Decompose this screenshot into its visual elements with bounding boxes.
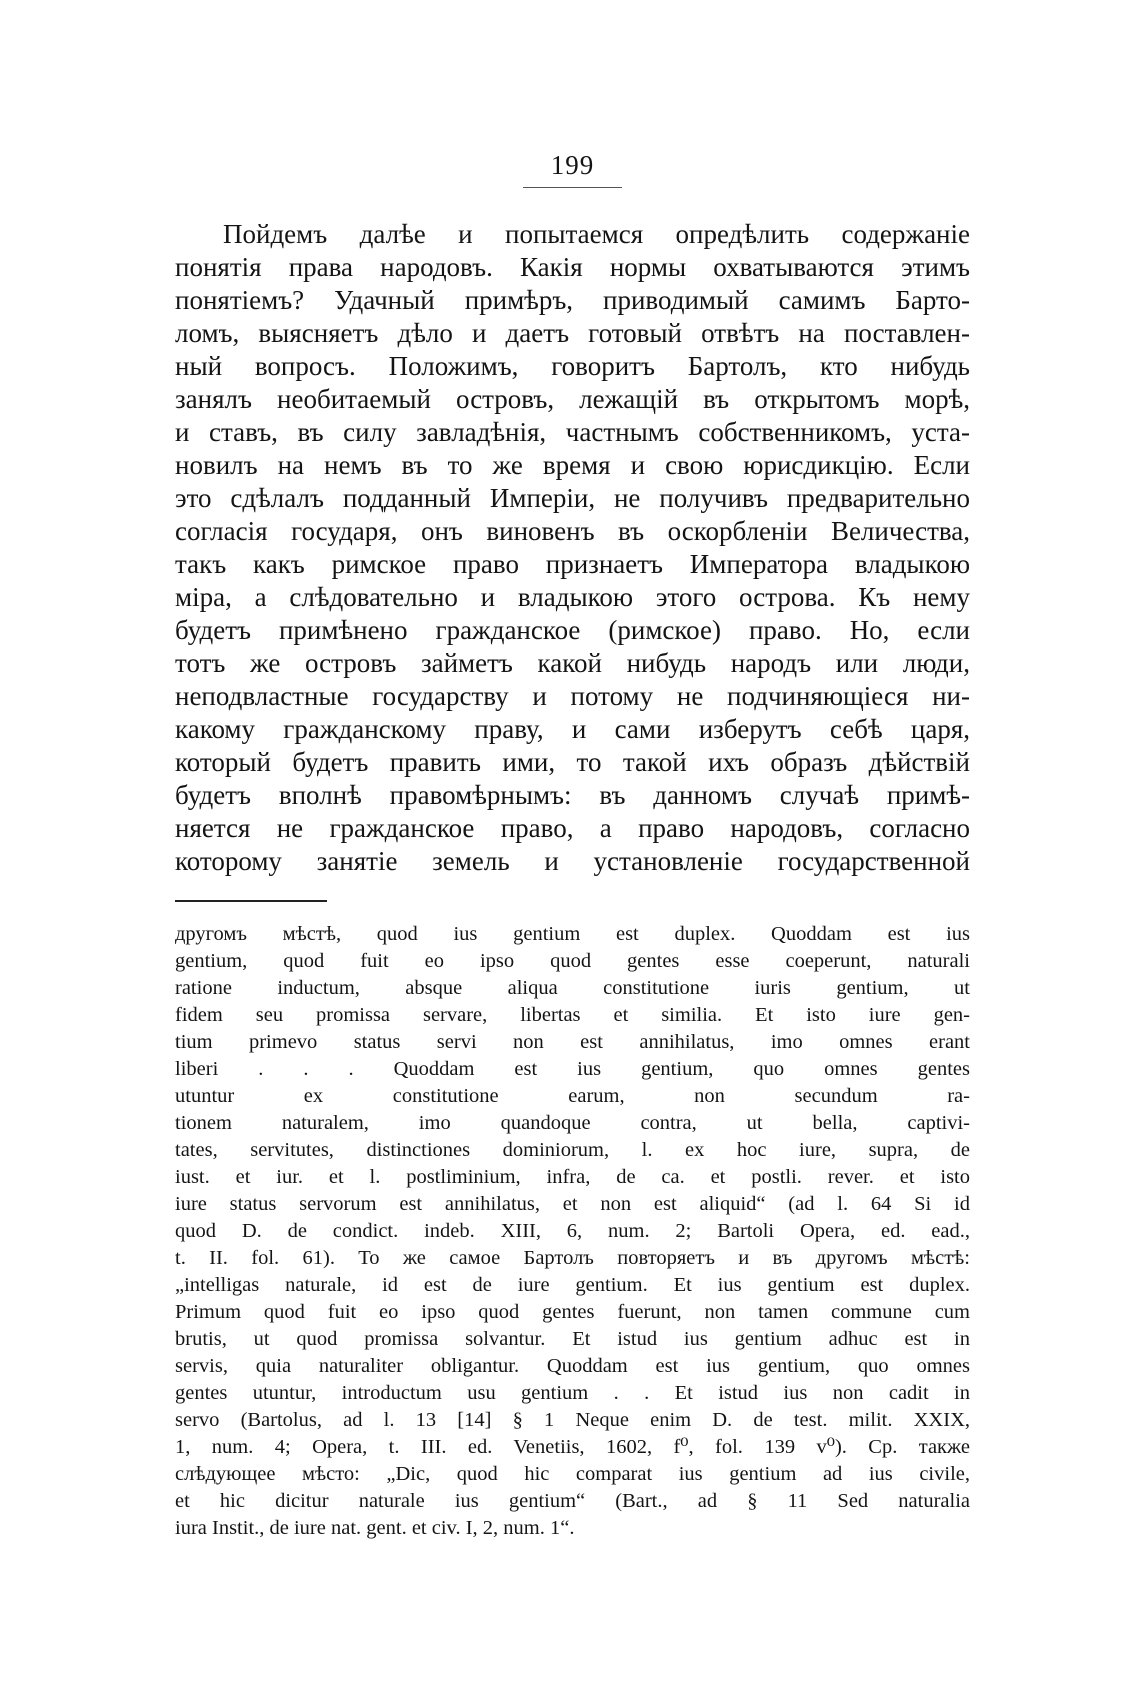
footnote-line: servis, quia naturaliter obligantur. Quoddam est ius gentium, quo omnes xyxy=(175,1355,970,1377)
main-text-line: какому гражданскому праву, и сами изберутъ себѣ царя, xyxy=(175,714,970,744)
footnote-line: Primum quod fuit eo ipso quod gentes fuerunt, non tamen commune cum xyxy=(175,1301,970,1323)
main-text-line: понятіемъ? Удачный примѣръ, приводимый самимъ Барто- xyxy=(175,285,970,315)
footnote-line: tionem naturalem, imo quandoque contra, ut bella, captivi- xyxy=(175,1112,970,1134)
main-text-line: такъ какъ римское право признаетъ Императора владыкою xyxy=(175,549,970,579)
main-text-line: согласія государя, онъ виновенъ въ оскорбленіи Величества, xyxy=(175,516,970,546)
main-text-line: это сдѣлалъ подданный Имперіи, не получивъ предварительно xyxy=(175,483,970,513)
footnote-line: servo (Bartolus, ad l. 13 [14] § 1 Neque enim D. de test. milit. XXIX, xyxy=(175,1409,970,1431)
footnote-line: „intelligas naturale, id est de iure gentium. Et ius gentium est duplex. xyxy=(175,1274,970,1296)
footnote-line: gentes utuntur, introductum usu gentium . . Et istud ius non cadit in xyxy=(175,1382,970,1404)
footnote-separator xyxy=(175,900,327,902)
footnote-line: iust. et iur. et l. postliminium, infra, de ca. et postli. rever. et isto xyxy=(175,1166,970,1188)
main-text-line: тотъ же островъ займетъ какой нибудь народъ или люди, xyxy=(175,648,970,678)
footnote-line: t. II. fol. 61). То же самое Бартолъ повторяетъ и въ другомъ мѣстѣ: xyxy=(175,1247,970,1269)
main-text-line: будетъ примѣнено гражданское (римское) право. Но, если xyxy=(175,615,970,645)
footnote-line: quod D. de condict. indeb. XIII, 6, num. 2; Bartoli Opera, ed. ead., xyxy=(175,1220,970,1242)
main-text-line: міра, а слѣдовательно и владыкою этого острова. Къ нему xyxy=(175,582,970,612)
footnote-line: fidem seu promissa servare, libertas et similia. Et isto iure gen- xyxy=(175,1004,970,1026)
main-text-line: понятія права народовъ. Какія нормы охватываются этимъ xyxy=(175,252,970,282)
main-text-line: новилъ на немъ въ то же время и свою юрисдикцію. Если xyxy=(175,450,970,480)
main-text-line: который будетъ править ими, то такой ихъ образъ дѣйствій xyxy=(175,747,970,777)
main-text-line: Пойдемъ далѣе и попытаемся опредѣлить содержаніе xyxy=(223,219,970,249)
page-number: 199 xyxy=(550,150,595,180)
footnote xyxy=(175,921,970,1542)
footnote-line: 1, num. 4; Opera, t. III. ed. Venetiis, 1602, f⁰, fol. 139 v⁰). Ср. также xyxy=(175,1436,970,1458)
footnote-line: слѣдующее мѣсто: „Dic, quod hic comparat ius gentium ad ius civile, xyxy=(175,1463,970,1485)
main-text-line: няется не гражданское право, а право народовъ, согласно xyxy=(175,813,970,843)
footnote-line: iure status servorum est annihilatus, et non est aliquid“ (ad l. 64 Si id xyxy=(175,1193,970,1215)
main-text-line: неподвластные государству и потому не подчиняющіеся ни- xyxy=(175,681,970,711)
footnote-line: tium primevo status servi non est annihilatus, imo omnes erant xyxy=(175,1031,970,1053)
main-text-line: будетъ вполнѣ правомѣрнымъ: въ данномъ случаѣ примѣ- xyxy=(175,780,970,810)
main-text xyxy=(175,218,970,878)
main-text-line: ломъ, выясняетъ дѣло и даетъ готовый отвѣтъ на поставлен- xyxy=(175,318,970,348)
footnote-line: et hic dicitur naturale ius gentium“ (Bart., ad § 11 Sed naturalia xyxy=(175,1490,970,1512)
main-text-line: ный вопросъ. Положимъ, говоритъ Бартолъ, кто нибудь xyxy=(175,351,970,381)
footnote-line: другомъ мѣстѣ, quod ius gentium est duplex. Quoddam est ius xyxy=(175,923,970,945)
footnote-line: tates, servitutes, distinctiones dominiorum, l. ex hoc iure, supra, de xyxy=(175,1139,970,1161)
page-number-rule xyxy=(523,187,622,188)
footnote-line: liberi . . . Quoddam est ius gentium, quo omnes gentes xyxy=(175,1058,970,1080)
footnote-line: utuntur ex constitutione earum, non secundum ra- xyxy=(175,1085,970,1107)
main-text-line: занялъ необитаемый островъ, лежащій въ открытомъ морѣ, xyxy=(175,384,970,414)
main-text-line: которому занятіе земель и установленіе государственной xyxy=(175,846,970,876)
footnote-line: ratione inductum, absque aliqua constitutione iuris gentium, ut xyxy=(175,977,970,999)
footnote-line: iura Instit., de iure nat. gent. et civ. I, 2, num. 1“. xyxy=(175,1517,575,1539)
footnote-line: gentium, quod fuit eo ipso quod gentes esse coeperunt, naturali xyxy=(175,950,970,972)
footnote-line: brutis, ut quod promissa solvantur. Et istud ius gentium adhuc est in xyxy=(175,1328,970,1350)
main-text-line: и ставъ, въ силу завладѣнія, частнымъ собственникомъ, уста- xyxy=(175,417,970,447)
